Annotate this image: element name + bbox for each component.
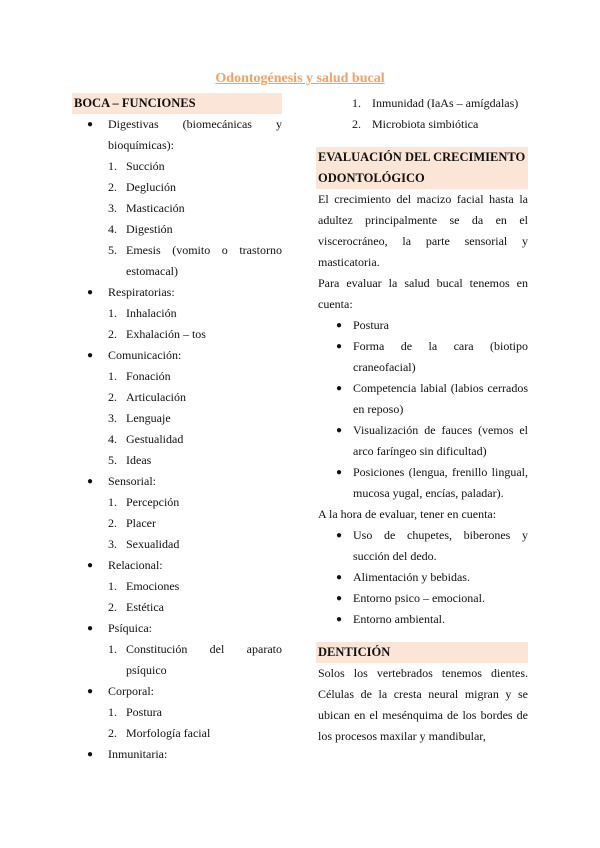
list-item	[316, 336, 528, 378]
function-item	[72, 219, 282, 240]
function-group-label: Relacional:	[108, 558, 163, 572]
function-group-label: Psíquica:	[108, 621, 152, 635]
function-item	[72, 198, 282, 219]
bullet-marker: ●	[336, 572, 343, 583]
function-item-label: Emesis (vomito o trastorno estomacal)	[126, 243, 282, 278]
list-item-label: Visualización de fauces (vemos el arco faríngeo sin dificultad)	[353, 423, 528, 458]
function-item	[72, 303, 282, 324]
item-number: 5.	[108, 243, 117, 257]
function-item	[72, 429, 282, 450]
immunity-item	[316, 93, 528, 114]
function-group	[72, 744, 282, 765]
function-item-label: Exhalación – tos	[126, 327, 206, 341]
paragraph-crecimiento: El crecimiento del macizo facial hasta la adultez principalmente se da en el viscerocráneo, la parte sensorial y masticatoria.	[318, 192, 528, 269]
bullet-marker: ●	[87, 476, 94, 487]
item-number: 2.	[352, 117, 361, 131]
bullet-marker: ●	[336, 530, 343, 541]
function-item	[72, 576, 282, 597]
item-number: 3.	[108, 201, 117, 215]
item-number: 1.	[108, 642, 117, 656]
item-number: 1.	[108, 159, 117, 173]
item-number: 1.	[108, 579, 117, 593]
item-number: 2.	[108, 516, 117, 530]
bullet-marker: ●	[87, 686, 94, 697]
item-number: 1.	[108, 705, 117, 719]
bullet-marker: ●	[336, 467, 343, 478]
bullet-marker: ●	[336, 593, 343, 604]
item-number: 1.	[352, 96, 361, 110]
functions-list	[72, 114, 282, 765]
function-group	[72, 555, 282, 576]
bullet-marker: ●	[87, 749, 94, 760]
bullet-marker: ●	[87, 560, 94, 571]
function-item	[72, 177, 282, 198]
list-item-label: Competencia labial (labios cerrados en reposo)	[353, 381, 528, 416]
item-number: 2.	[108, 600, 117, 614]
function-item-label: Inhalación	[126, 306, 177, 320]
bullet-marker: ●	[336, 320, 343, 331]
function-item-label: Estética	[126, 600, 164, 614]
function-item-label: Ideas	[126, 453, 152, 467]
list-item-label: Uso de chupetes, biberones y succión del dedo.	[353, 528, 528, 563]
list-item-label: Forma de la cara (biotipo craneofacial)	[353, 339, 528, 374]
list-item	[316, 378, 528, 420]
evaluation-criteria-list	[316, 315, 528, 504]
function-item-label: Postura	[126, 705, 162, 719]
immunity-items-list	[316, 93, 528, 135]
function-item-label: Percepción	[126, 495, 180, 509]
list-item-label: Alimentación y bebidas.	[353, 570, 470, 584]
item-number: 1.	[108, 369, 117, 383]
immunity-item-label: Microbiota simbiótica	[372, 117, 479, 131]
item-number: 2.	[108, 390, 117, 404]
function-item-label: Gestualidad	[126, 432, 184, 446]
function-item-label: Digestión	[126, 222, 173, 236]
section-heading-evaluacion: EVALUACIÓN DEL CRECIMIENTO ODONTOLÓGICO	[316, 147, 528, 189]
function-item-label: Succión	[126, 159, 165, 173]
function-item	[72, 408, 282, 429]
item-number: 4.	[108, 222, 117, 236]
function-group	[72, 471, 282, 492]
function-item-label: Constitución del aparato psíquico	[126, 642, 282, 677]
function-group	[72, 618, 282, 639]
function-item-label: Sexualidad	[126, 537, 180, 551]
function-item	[72, 492, 282, 513]
item-number: 1.	[108, 495, 117, 509]
paragraph-denticion: Solos los vertebrados tenemos dientes. Células de la cresta neural migran y se ubican en el mesénquima de los bordes de los procesos maxilar y mandibular,	[318, 666, 528, 743]
function-item-label: Morfología facial	[126, 726, 211, 740]
item-number: 2.	[108, 726, 117, 740]
section-heading-denticion: DENTICIÓN	[316, 642, 528, 663]
list-item	[316, 420, 528, 462]
right-column	[316, 93, 528, 747]
list-item-label: Entorno ambiental.	[353, 612, 445, 626]
function-group-label: Corporal:	[108, 684, 154, 698]
function-item	[72, 240, 282, 282]
function-group-label: Respiratorias:	[108, 285, 175, 299]
immunity-item-label: Inmunidad (IaAs – amígdalas)	[372, 96, 519, 110]
function-item-label: Deglución	[126, 180, 176, 194]
left-column	[72, 93, 282, 765]
bullet-marker: ●	[87, 119, 94, 130]
function-item	[72, 324, 282, 345]
list-item	[316, 609, 528, 630]
function-item-label: Masticación	[126, 201, 185, 215]
function-item	[72, 597, 282, 618]
function-item	[72, 702, 282, 723]
list-item	[316, 525, 528, 567]
function-item-label: Fonación	[126, 369, 171, 383]
item-number: 3.	[108, 537, 117, 551]
function-item	[72, 723, 282, 744]
function-item	[72, 387, 282, 408]
bullet-marker: ●	[87, 623, 94, 634]
item-number: 5.	[108, 453, 117, 467]
function-group	[72, 114, 282, 156]
function-group-label: Comunicación:	[108, 348, 182, 362]
function-group	[72, 282, 282, 303]
item-number: 3.	[108, 411, 117, 425]
item-number: 2.	[108, 327, 117, 341]
function-group	[72, 345, 282, 366]
immunity-item	[316, 114, 528, 135]
list-item-label: Posiciones (lengua, frenillo lingual, mucosa yugal, encías, paladar).	[353, 465, 528, 500]
function-item-label: Emociones	[126, 579, 180, 593]
function-group-label: Sensorial:	[108, 474, 156, 488]
item-number: 4.	[108, 432, 117, 446]
function-group	[72, 681, 282, 702]
bullet-marker: ●	[336, 614, 343, 625]
list-item	[316, 567, 528, 588]
item-number: 2.	[108, 180, 117, 194]
list-item	[316, 588, 528, 609]
function-item-label: Lenguaje	[126, 411, 171, 425]
list-item	[316, 462, 528, 504]
function-item	[72, 156, 282, 177]
item-number: 1.	[108, 306, 117, 320]
function-item-label: Articulación	[126, 390, 186, 404]
function-group-label: Inmunitaria:	[108, 747, 168, 761]
function-item	[72, 513, 282, 534]
function-item	[72, 534, 282, 555]
list-item-label: Entorno psico – emocional.	[353, 591, 485, 605]
function-item-label: Placer	[126, 516, 156, 530]
paragraph-tener-en-cuenta: A la hora de evaluar, tener en cuenta:	[318, 507, 497, 521]
function-item	[72, 450, 282, 471]
list-item-label: Postura	[353, 318, 389, 332]
bullet-marker: ●	[336, 341, 343, 352]
bullet-marker: ●	[336, 383, 343, 394]
function-item	[72, 366, 282, 387]
page-title: Odontogénesis y salud bucal	[215, 71, 385, 86]
bullet-marker: ●	[336, 425, 343, 436]
function-item	[72, 639, 282, 681]
section-heading-boca-funciones: BOCA – FUNCIONES	[72, 93, 282, 114]
paragraph-evaluar: Para evaluar la salud bucal tenemos en cuenta:	[318, 276, 528, 311]
function-group-label: Digestivas (biomecánicas y bioquímicas):	[108, 117, 282, 152]
bullet-marker: ●	[87, 350, 94, 361]
list-item	[316, 315, 528, 336]
bullet-marker: ●	[87, 287, 94, 298]
considerations-list	[316, 525, 528, 630]
